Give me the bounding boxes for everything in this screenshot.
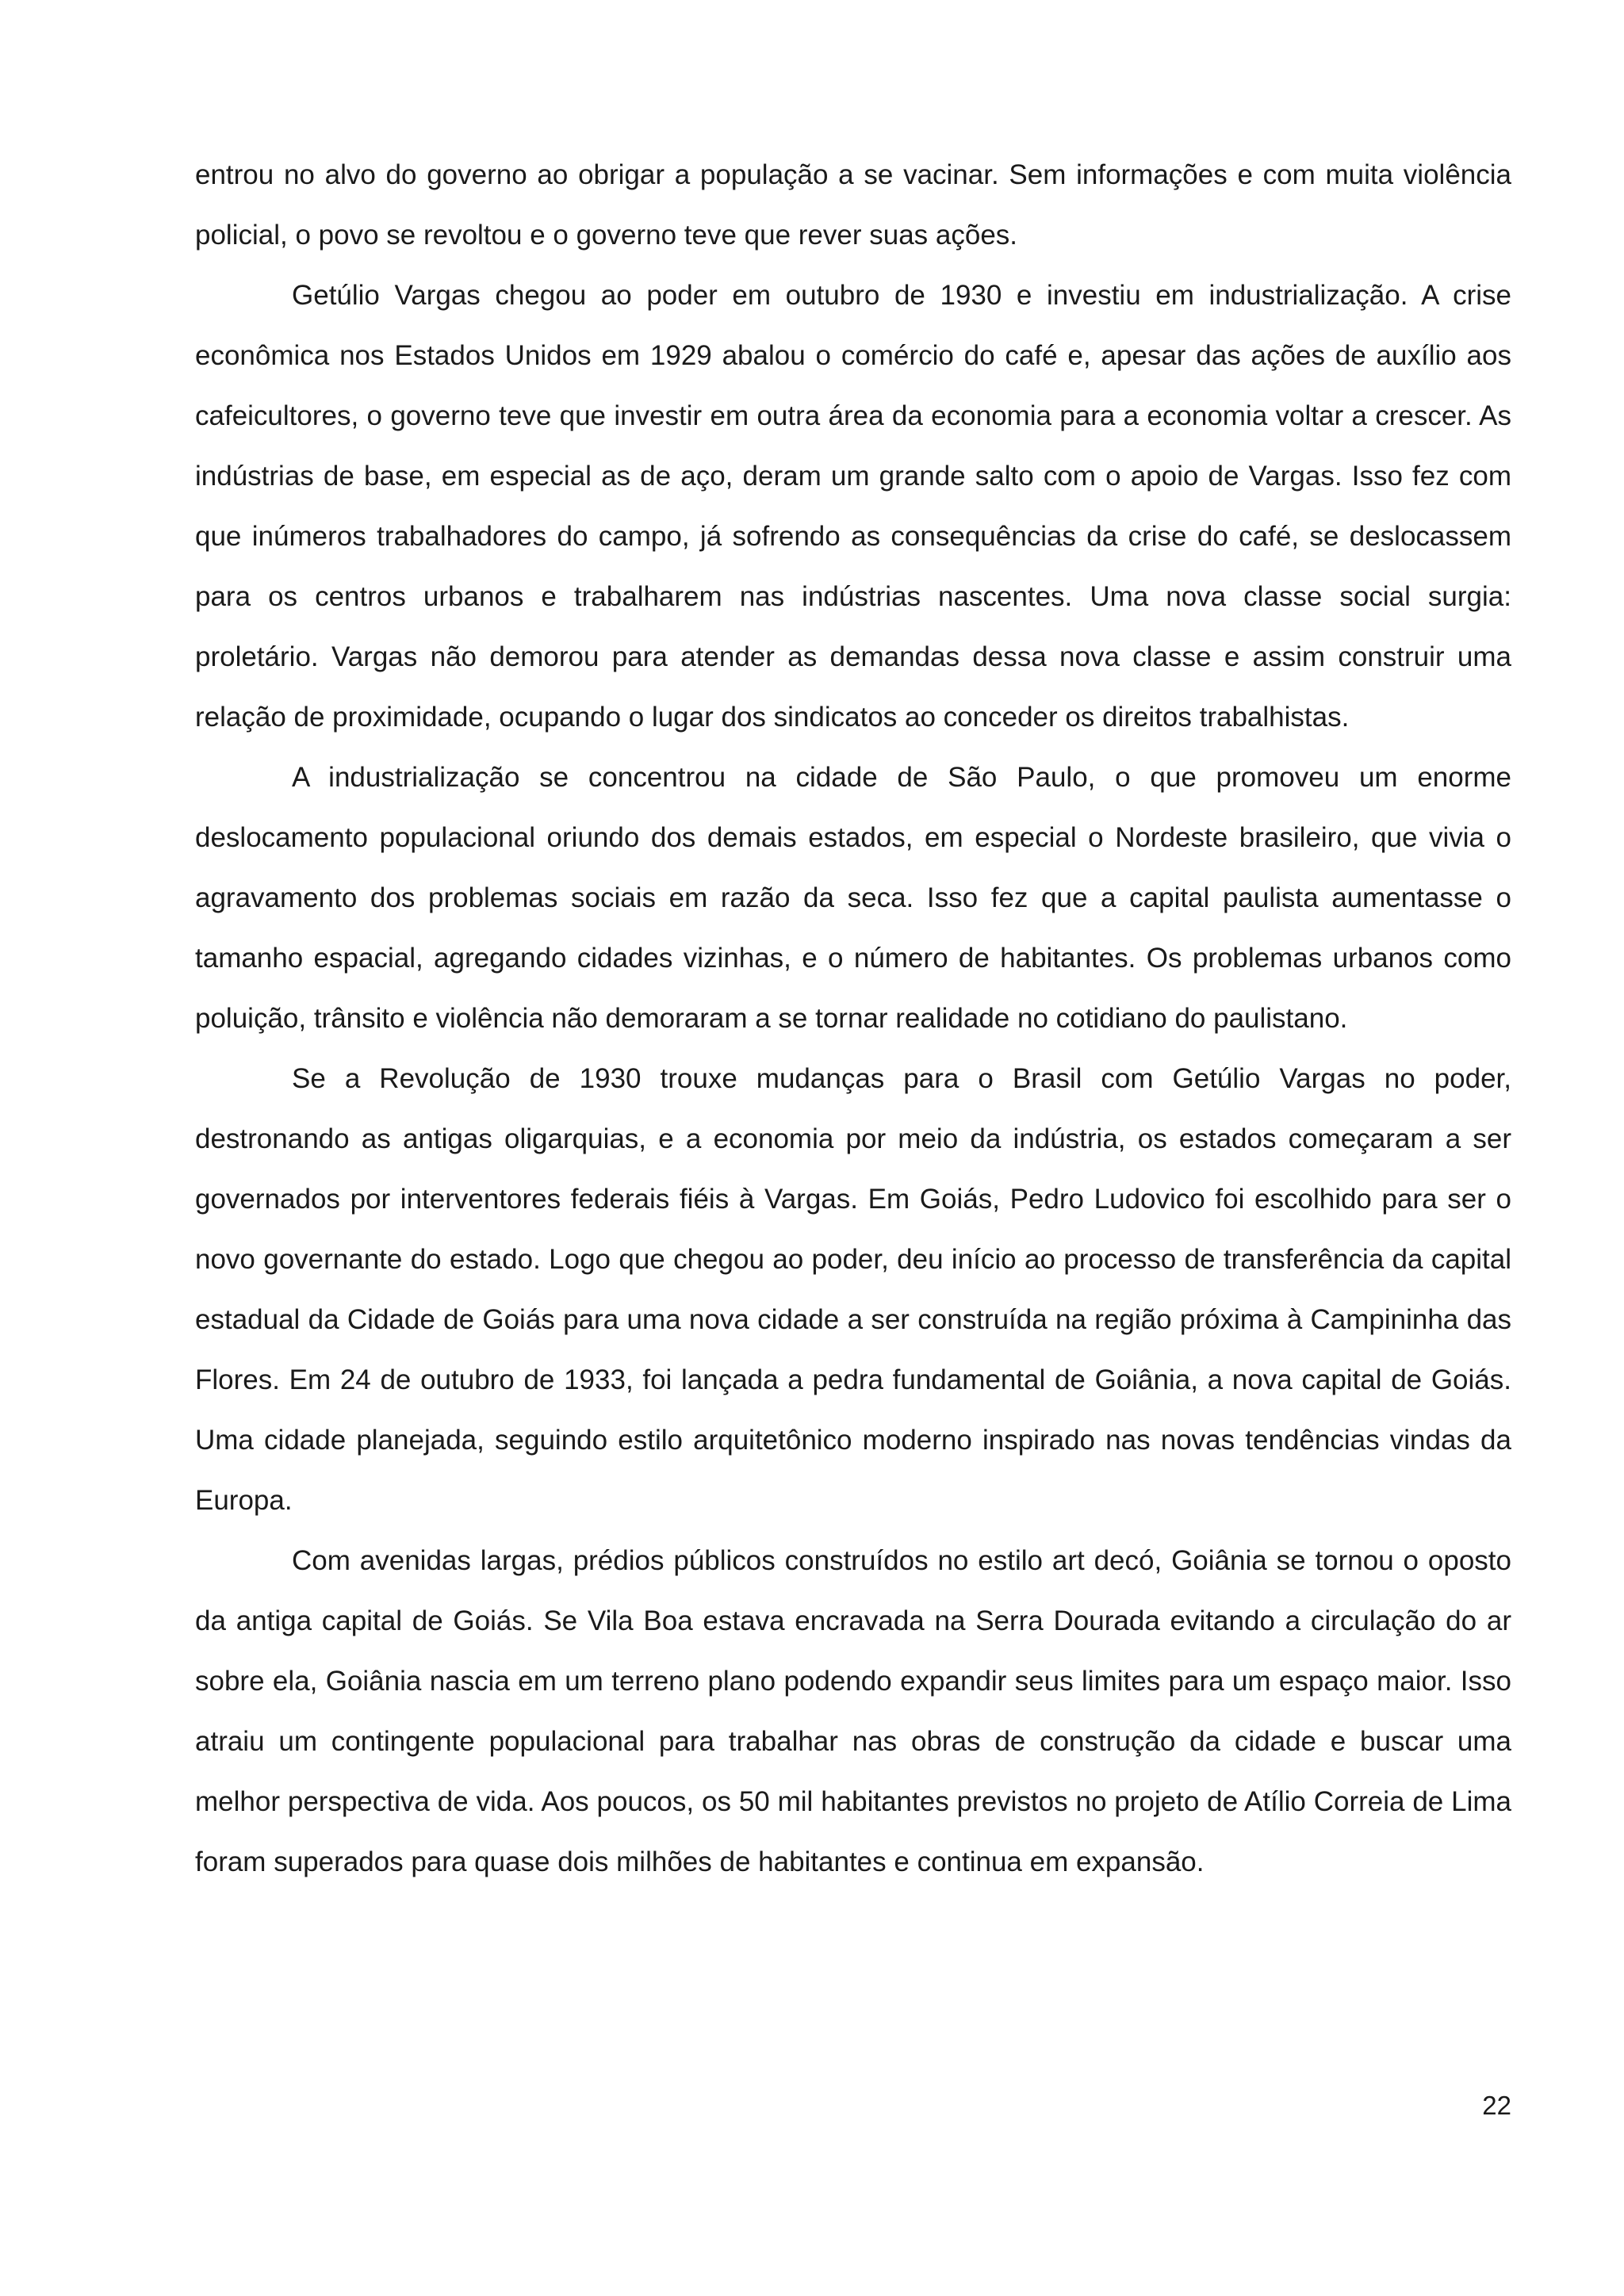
paragraph-continuation: entrou no alvo do governo ao obrigar a população a se vacinar. Sem informações e com muita violência policial, o povo se revoltou e o governo teve que rever suas ações. [195, 159, 1511, 251]
page-number: 22 [1482, 2091, 1511, 2120]
paragraph-sao-paulo: A industrialização se concentrou na cidade de São Paulo, o que promoveu um enorme deslocamento populacional oriundo dos demais estados, em especial o Nordeste brasileiro, que vivia o agravamento dos problemas sociais em razão da seca. Isso fez que a capital paulista aumentasse o tamanho espacial, agregando cidades vizinhas, e o número de habitantes. Os problemas urbanos como poluição, trânsito e violência não demoraram a se tornar realidade no cotidiano do paulistano. [195, 762, 1511, 1034]
paragraph-vargas-industrialization: Getúlio Vargas chegou ao poder em outubro de 1930 e investiu em industrialização. A crise econômica nos Estados Unidos em 1929 abalou o comércio do café e, apesar das ações de auxílio aos cafeicultores, o governo teve que investir em outra área da economia para a economia voltar a crescer. As indústrias de base, em especial as de aço, deram um grande salto com o apoio de Vargas. Isso fez com que inúmeros trabalhadores do campo, já sofrendo as consequências da crise do café, se deslocassem para os centros urbanos e trabalharem nas indústrias nascentes. Uma nova classe social surgia: proletário. Vargas não demorou para atender as demandas dessa nova classe e assim construir uma relação de proximidade, ocupando o lugar dos sindicatos ao conceder os direitos trabalhistas. [195, 280, 1511, 733]
paragraph-goiania: Com avenidas largas, prédios públicos construídos no estilo art decó, Goiânia se tornou o oposto da antiga capital de Goiás. Se Vila Boa estava encravada na Serra Dourada evitando a circulação do ar sobre ela, Goiânia nascia em um terreno plano podendo expandir seus limites para um espaço maior. Isso atraiu um contingente populacional para trabalhar nas obras de construção da cidade e buscar uma melhor perspectiva de vida. Aos poucos, os 50 mil habitantes previstos no projeto de Atílio Correia de Lima foram superados para quase dois milhões de habitantes e continua em expansão. [195, 1545, 1511, 1877]
paragraph-revolution-1930: Se a Revolução de 1930 trouxe mudanças para o Brasil com Getúlio Vargas no poder, destronando as antigas oligarquias, e a economia por meio da indústria, os estados começaram a ser governados por interventores federais fiéis à Vargas. Em Goiás, Pedro Ludovico foi escolhido para ser o novo governante do estado. Logo que chegou ao poder, deu início ao processo de transferência da capital estadual da Cidade de Goiás para uma nova cidade a ser construída na região próxima à Campininha das Flores. Em 24 de outubro de 1933, foi lançada a pedra fundamental de Goiânia, a nova capital de Goiás. Uma cidade planejada, seguindo estilo arquitetônico moderno inspirado nas novas tendências vindas da Europa. [195, 1063, 1511, 1516]
document-body [195, 145, 1511, 1892]
